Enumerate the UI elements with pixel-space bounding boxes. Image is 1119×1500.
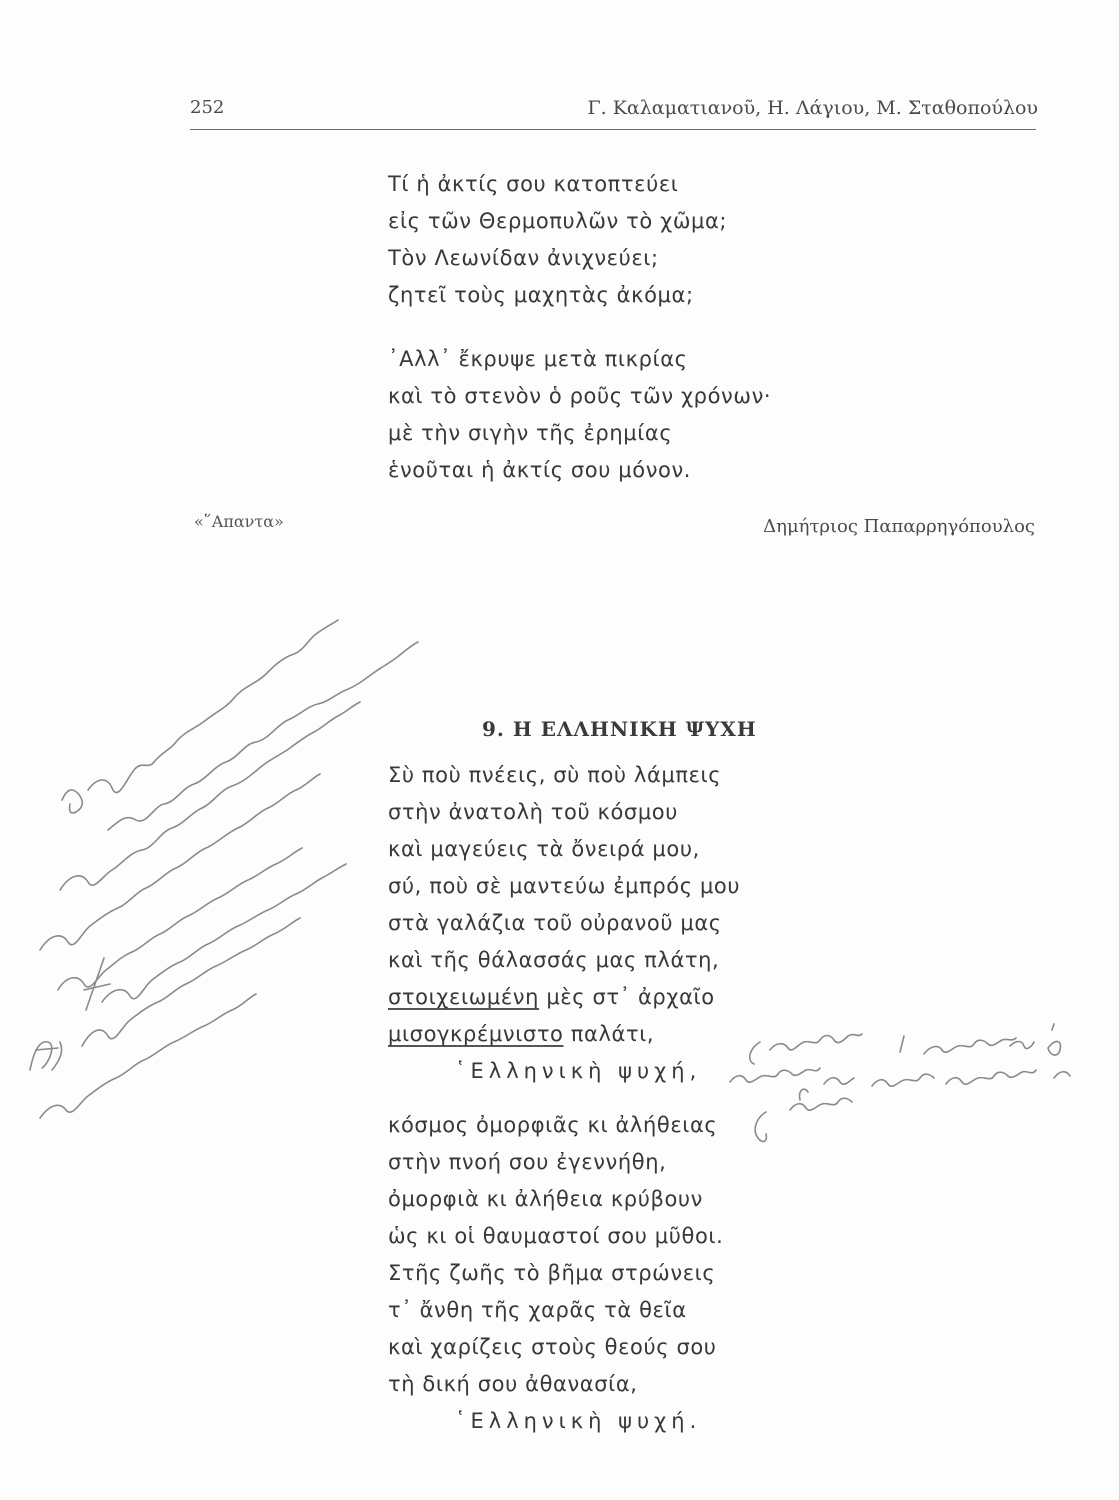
poem-line: στὰ γαλάζια τοῦ οὐρανοῦ μας [388, 911, 722, 935]
poem-line: ᾿Αλλ᾿ ἔκρυψε μετὰ πικρίας [388, 347, 688, 371]
poem-line: εἰς τῶν Θερμοπυλῶν τὸ χῶμα; [388, 209, 728, 233]
poem-top-stanza-2 [388, 341, 771, 489]
poem-line [388, 1016, 740, 1053]
poem-line [388, 979, 740, 1016]
poem-line: καὶ μαγεύεις τὰ ὄνειρά μου, [388, 837, 700, 861]
right-margin-note [730, 1024, 1070, 1141]
poem-line: τ᾿ ἄνθη τῆς χαρᾶς τὰ θεῖα [388, 1298, 687, 1322]
underlined-word: στοιχειωμένη [388, 985, 540, 1009]
poem-line: καὶ τῆς θάλασσάς μας πλάτη, [388, 948, 720, 972]
poem-top-stanza-1 [388, 166, 727, 314]
header-authors: Γ. Καλαματιανοῦ, Η. Λάγιου, Μ. Σταθοπούλου [587, 97, 1038, 119]
section-title: 9. Η ΕΛΛΗΝΙΚΗ ΨΥΧΗ [482, 716, 757, 741]
line-rest: μὲς στ᾿ ἀρχαῖο [546, 985, 715, 1009]
poem-line: καὶ τὸ στενὸν ὁ ροῦς τῶν χρόνων· [388, 384, 772, 408]
section-stanza-1 [388, 757, 740, 1090]
poem-line: Τί ἡ ἀκτίς σου κατοπτεύει [388, 172, 679, 196]
refrain-line: ῾Ελληνικὴ ψυχή. [455, 1409, 702, 1433]
poem-line: ὡς κι οἱ θαυμαστοί σου μῦθοι. [388, 1224, 724, 1248]
poem-line: ἑνοῦται ἡ ἀκτίς σου μόνον. [388, 458, 692, 482]
section-stanza-2 [388, 1107, 723, 1440]
poem-line: ὀμορφιὰ κι ἀλήθεια κρύβουν [388, 1187, 704, 1211]
source-note: «῞Απαντα» [194, 512, 284, 531]
poem-line: σύ, ποὺ σὲ μαντεύω ἐμπρός μου [388, 874, 741, 898]
refrain-line: ῾Ελληνικὴ ψυχή, [455, 1059, 702, 1083]
poem-line: Σὺ ποὺ πνέεις, σὺ ποὺ λάμπεις [388, 763, 722, 787]
poem-line: μὲ τὴν σιγὴν τῆς ἐρημίας [388, 421, 673, 445]
poem-line: Στῆς ζωῆς τὸ βῆμα στρώνεις [388, 1261, 716, 1285]
poem-author: Δημήτριος Παπαρρηγόπουλος [763, 516, 1035, 537]
poem-line: τὴ δική σου ἀθανασία, [388, 1372, 638, 1396]
poem-line: στὴν πνοή σου ἐγεννήθη, [388, 1150, 667, 1174]
line-rest: παλάτι, [570, 1022, 655, 1046]
header-rule [190, 129, 1036, 130]
poem-line: κόσμος ὀμορφιᾶς κι ἀλήθειας [388, 1113, 718, 1137]
underlined-word: μισογκρέμνιστο [388, 1022, 564, 1046]
poem-line: στὴν ἀνατολὴ τοῦ κόσμου [388, 800, 678, 824]
left-margin-notes [30, 620, 418, 1118]
poem-line: ζητεῖ τοὺς μαχητὰς ἀκόμα; [388, 283, 694, 307]
poem-line: καὶ χαρίζεις στοὺς θεούς σου [388, 1335, 717, 1359]
poem-line: Τὸν Λεωνίδαν ἀνιχνεύει; [388, 246, 659, 270]
page-number: 252 [190, 97, 225, 118]
running-header [190, 97, 1038, 127]
